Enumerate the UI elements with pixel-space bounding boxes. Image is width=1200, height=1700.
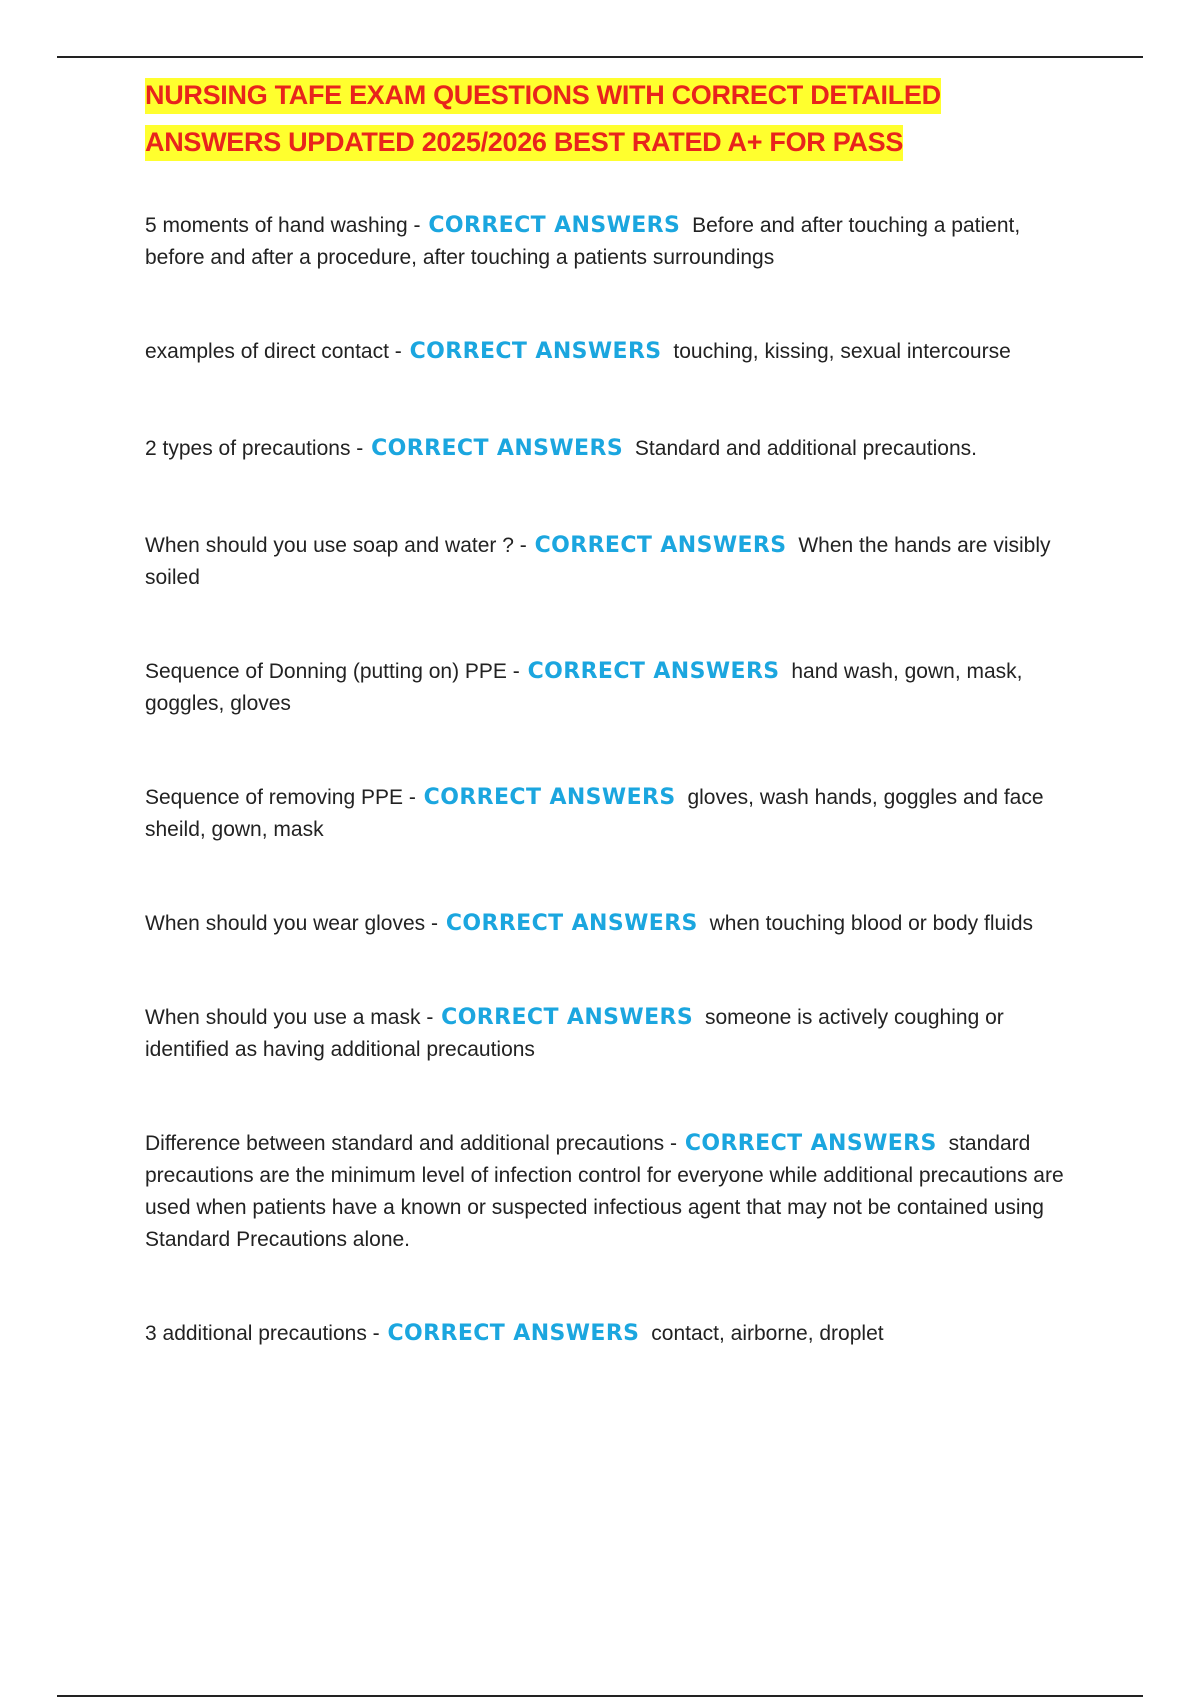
qa-item-8 bbox=[145, 1002, 1085, 1066]
document-body bbox=[145, 74, 1085, 1350]
answer: When the hands are visibly soiled bbox=[145, 534, 1051, 589]
question: Sequence of Donning (putting on) PPE bbox=[145, 660, 507, 683]
answer: Before and after touching a patient, before and after a procedure, after touching a patients surroundings bbox=[145, 214, 1021, 269]
correct-answers-tag: CORRECT ANSWERS bbox=[445, 911, 698, 936]
qa-item-10 bbox=[145, 1318, 1085, 1350]
separator: - bbox=[350, 437, 370, 460]
qa-item-7 bbox=[145, 908, 1085, 940]
qa-item-4 bbox=[145, 530, 1085, 594]
separator: - bbox=[425, 912, 444, 935]
question: 2 types of precautions bbox=[145, 437, 351, 460]
answer: Standard and additional precautions. bbox=[634, 437, 978, 460]
separator: - bbox=[366, 1322, 386, 1345]
question: Sequence of removing PPE bbox=[145, 786, 403, 809]
correct-answers-tag: CORRECT ANSWERS bbox=[441, 1005, 694, 1030]
qa-item-1 bbox=[145, 210, 1085, 274]
correct-answers-tag: CORRECT ANSWERS bbox=[409, 339, 662, 364]
correct-answers-tag: CORRECT ANSWERS bbox=[423, 785, 676, 810]
qa-item-6 bbox=[145, 782, 1085, 846]
correct-answers-tag: CORRECT ANSWERS bbox=[371, 436, 624, 461]
separator: - bbox=[513, 534, 533, 557]
question: examples of direct contact bbox=[145, 340, 389, 363]
answer: contact, airborne, droplet bbox=[651, 1322, 884, 1345]
question: Difference between standard and additional precautions bbox=[145, 1132, 665, 1155]
bottom-divider bbox=[57, 1695, 1143, 1697]
title-line-1: NURSING TAFE EXAM QUESTIONS WITH CORRECT DETAILED bbox=[145, 78, 941, 114]
question: When should you use a mask bbox=[145, 1006, 421, 1029]
correct-answers-tag: CORRECT ANSWERS bbox=[387, 1321, 640, 1346]
separator: - bbox=[403, 786, 422, 809]
qa-item-3 bbox=[145, 433, 1085, 465]
answer: someone is actively coughing or identified as having additional precautions bbox=[145, 1006, 1004, 1061]
qa-item-2 bbox=[145, 336, 1085, 368]
answer: standard precautions are the minimum level of infection control for everyone while additional precautions are used when patients have a known or suspected infectious agent that may not be contained using Standard Precautions alone. bbox=[145, 1132, 1064, 1251]
correct-answers-tag: CORRECT ANSWERS bbox=[527, 659, 780, 684]
question: 3 additional precautions bbox=[145, 1322, 367, 1345]
qa-item-9 bbox=[145, 1128, 1085, 1256]
question: 5 moments of hand washing bbox=[145, 214, 408, 237]
answer: when touching blood or body fluids bbox=[709, 912, 1034, 935]
correct-answers-tag: CORRECT ANSWERS bbox=[684, 1131, 937, 1156]
question: When should you wear gloves bbox=[145, 912, 426, 935]
correct-answers-tag: CORRECT ANSWERS bbox=[534, 533, 787, 558]
correct-answers-tag: CORRECT ANSWERS bbox=[428, 213, 681, 238]
answer: gloves, wash hands, goggles and face sheild, gown, mask bbox=[145, 786, 1044, 841]
separator: - bbox=[506, 660, 526, 683]
separator: - bbox=[420, 1006, 440, 1029]
separator: - bbox=[407, 214, 427, 237]
title-line-2: ANSWERS UPDATED 2025/2026 BEST RATED A+ FOR PASS bbox=[145, 125, 903, 161]
qa-item-5 bbox=[145, 656, 1085, 720]
question: When should you use soap and water ? bbox=[145, 534, 514, 557]
top-divider bbox=[57, 56, 1143, 58]
answer: touching, kissing, sexual intercourse bbox=[673, 340, 1011, 363]
answer: hand wash, gown, mask, goggles, gloves bbox=[145, 660, 1023, 715]
separator: - bbox=[388, 340, 408, 363]
document-title bbox=[145, 74, 1085, 168]
separator: - bbox=[664, 1132, 683, 1155]
